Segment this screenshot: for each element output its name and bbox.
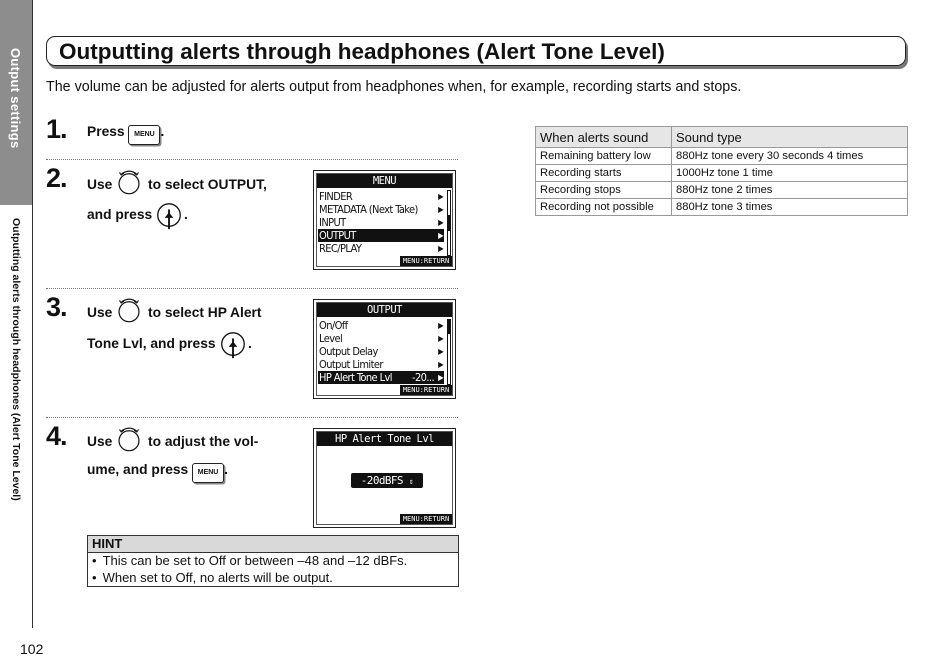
scroll-arrow-icon: ▶ (438, 231, 443, 240)
screen-title: HP Alert Tone Lvl (317, 432, 452, 446)
press-dial-icon (219, 330, 247, 360)
hint-list (88, 553, 407, 586)
step-text: Tone Lvl, and press (87, 336, 216, 351)
step-text: Press (87, 124, 125, 139)
scrollbar (447, 190, 451, 256)
scroll-arrow-icon: ▶ (438, 321, 443, 330)
table-header-row (536, 127, 908, 148)
dial-icon (116, 426, 142, 452)
scroll-arrow-icon: ▶ (438, 373, 443, 382)
up-down-arrow-icon: ⇕ (408, 477, 414, 486)
menu-item (318, 190, 444, 203)
screen-title: OUTPUT (317, 303, 452, 317)
step-text: to select OUTPUT, (148, 177, 267, 192)
menu-item-label: REC/PLAY (319, 242, 362, 255)
step-4-line2 (87, 462, 228, 483)
step-text: and press (87, 207, 153, 222)
menu-item-label: HP Alert Tone Lvl (319, 371, 392, 384)
menu-item (318, 216, 444, 229)
scroll-arrow-icon: ▶ (438, 334, 443, 343)
menu-item (318, 345, 444, 358)
menu-item (318, 319, 444, 332)
menu-item-label: Level (319, 332, 343, 345)
divider (46, 417, 458, 418)
screen-footer: MENU:RETURN (400, 385, 452, 395)
step-1-text (87, 124, 164, 145)
table-header: When alerts sound (536, 127, 672, 148)
step-text: . (160, 124, 165, 139)
scroll-arrow-icon: ▶ (438, 244, 443, 253)
scroll-arrow-icon: ▶ (438, 218, 443, 227)
hint-box (87, 535, 459, 587)
step-text: Use (87, 305, 113, 320)
scroll-arrow-icon: ▶ (438, 347, 443, 356)
divider (46, 288, 458, 289)
value-display (351, 473, 423, 488)
table-row (536, 199, 908, 216)
press-dial-icon (155, 201, 183, 231)
menu-item (318, 203, 444, 216)
table-cell: Recording stops (536, 182, 672, 199)
section-tab-label: Output settings (8, 48, 23, 149)
screen-footer: MENU:RETURN (400, 514, 452, 524)
selected-value: -20... (412, 371, 434, 384)
screen-title: MENU (317, 174, 452, 188)
hint-heading: HINT (88, 536, 458, 553)
step-text: . (184, 207, 188, 222)
subsection-label: Outputting alerts through headphones (Alert Tone Level) (10, 218, 22, 501)
scroll-arrow-icon: ▶ (438, 205, 443, 214)
screen-footer: MENU:RETURN (400, 256, 452, 266)
title-box (46, 36, 906, 66)
menu-item (318, 242, 444, 255)
divider (46, 159, 458, 160)
step-text: to select HP Alert (148, 305, 262, 320)
menu-item-label: METADATA (Next Take) (319, 203, 418, 216)
hp-alert-screen (313, 428, 456, 528)
hint-item: • This can be set to Off or between –48 and –12 dBFs. (92, 553, 407, 570)
step-text: . (248, 336, 252, 351)
scrollbar (447, 319, 451, 385)
step-number: 1. (46, 114, 67, 144)
step-number: 4. (46, 421, 67, 451)
dial-icon (116, 297, 142, 323)
hint-item: • When set to Off, no alerts will be output. (92, 570, 407, 587)
table-cell: 880Hz tone every 30 seconds 4 times (672, 148, 908, 165)
table-cell: 1000Hz tone 1 time (672, 165, 908, 182)
step-number: 2. (46, 163, 67, 193)
menu-item-label: INPUT (319, 216, 346, 229)
step-text: Use (87, 177, 113, 192)
menu-item-label: Output Limiter (319, 358, 383, 371)
menu-key-icon: MENU (128, 125, 160, 145)
step-text: Use (87, 434, 113, 449)
menu-item-selected (318, 229, 444, 242)
page-title: Outputting alerts through headphones (Alert Tone Level) (59, 39, 665, 64)
table-row (536, 148, 908, 165)
table-row (536, 165, 908, 182)
dial-icon (116, 169, 142, 195)
sidebar-divider (32, 0, 33, 628)
table-cell: 880Hz tone 3 times (672, 199, 908, 216)
section-tab (0, 0, 32, 205)
value-text: -20dBFS (360, 474, 403, 487)
menu-item-label: Output Delay (319, 345, 378, 358)
menu-item (318, 332, 444, 345)
table-header: Sound type (672, 127, 908, 148)
table-cell: Recording not possible (536, 199, 672, 216)
step-text: to adjust the vol- (148, 434, 259, 449)
menu-screen (313, 170, 456, 270)
table-row (536, 182, 908, 199)
alert-table (535, 126, 908, 216)
menu-item (318, 358, 444, 371)
step-text: ume, and press (87, 462, 189, 477)
intro-text: The volume can be adjusted for alerts output from headphones when, for example, recording starts and stops. (46, 79, 742, 95)
step-number: 3. (46, 292, 67, 322)
menu-item-label: On/Off (319, 319, 348, 332)
table-cell: Remaining battery low (536, 148, 672, 165)
menu-item-label: OUTPUT (319, 229, 356, 242)
scroll-arrow-icon: ▶ (438, 192, 443, 201)
step-text: . (224, 462, 228, 477)
output-screen (313, 299, 456, 399)
menu-item-selected (318, 371, 444, 384)
table-cell: Recording starts (536, 165, 672, 182)
page-number: 102 (20, 641, 44, 657)
menu-key-icon: MENU (192, 463, 224, 483)
menu-item-label: FINDER (319, 190, 353, 203)
scroll-arrow-icon: ▶ (438, 360, 443, 369)
table-cell: 880Hz tone 2 times (672, 182, 908, 199)
